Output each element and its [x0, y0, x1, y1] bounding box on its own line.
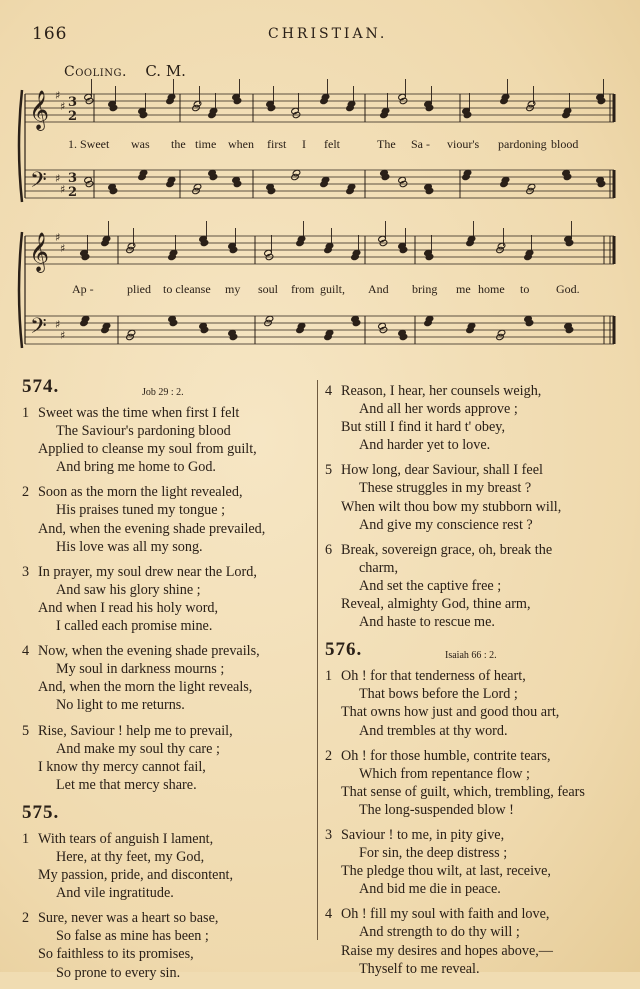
- verse-line: [22, 440, 310, 458]
- hymn-number: 575.: [22, 801, 60, 823]
- stanza-number: 2: [22, 910, 30, 927]
- verse-text: That owns how just and good thou art,: [341, 704, 560, 721]
- note-head: [81, 315, 90, 322]
- lyric-syllable: viour's: [447, 137, 480, 151]
- treble-clef: 𝄞: [29, 90, 50, 130]
- verse-line: [22, 660, 310, 678]
- column-divider: [317, 380, 318, 940]
- tune-name: Cooling.: [64, 64, 127, 80]
- stanza-number: 1: [22, 405, 30, 421]
- verse-line: [325, 783, 620, 801]
- verse-line: [22, 501, 310, 519]
- verse-line: [325, 844, 620, 862]
- verse-text: Saviour ! to me, in pity give,: [341, 826, 505, 843]
- hymn-number: 576.: [325, 639, 363, 661]
- music-score: [0, 0, 640, 370]
- stanza: [325, 667, 620, 739]
- stanza-number: 2: [22, 484, 30, 501]
- verse-text: My passion, pride, and discontent,: [38, 867, 234, 884]
- verse-text: My soul in darkness mourns ;: [56, 661, 225, 678]
- verse-text: Soon as the morn the light revealed,: [38, 484, 243, 501]
- hymn-number: 574.: [22, 376, 60, 397]
- verse-line: [325, 461, 620, 479]
- stanza-number: 1: [325, 668, 333, 685]
- note-head: [497, 242, 506, 249]
- note-head: [497, 329, 506, 336]
- stanza: [325, 747, 620, 819]
- verse-line: [22, 581, 310, 599]
- note-head: [102, 235, 111, 242]
- note-head: [381, 107, 390, 114]
- note-head: [525, 249, 534, 256]
- note-head: [347, 183, 356, 190]
- verse-line: [325, 516, 620, 534]
- lyric-syllable: The: [377, 137, 396, 151]
- verse-line: [325, 685, 620, 703]
- lyric-syllable: I: [302, 137, 306, 151]
- sharp-sign: ♯: [55, 231, 61, 244]
- note-head: [527, 183, 536, 190]
- verse-text: With tears of anguish I lament,: [38, 830, 214, 847]
- time-signature: 2: [68, 109, 78, 124]
- verse-text: Thyself to me reveal.: [359, 960, 480, 977]
- sharp-sign: ♯: [55, 318, 61, 331]
- note-head: [463, 169, 472, 176]
- stanza-number: 1: [22, 830, 30, 847]
- verse-text: Oh ! fill my soul with faith and love,: [341, 906, 550, 923]
- brace: [19, 90, 22, 202]
- verse-text: These struggles in my breast ?: [359, 480, 532, 497]
- verse-text: And vile ingratitude.: [56, 885, 174, 902]
- verse-text: And give my conscience rest ?: [359, 516, 533, 533]
- verse-line: [22, 599, 310, 617]
- lyric-syllable: when: [228, 137, 254, 151]
- sharp-sign: ♯: [60, 329, 66, 342]
- stanza: [22, 642, 310, 714]
- verse-text: When wilt thou bow my stubborn will,: [341, 498, 562, 515]
- verse-line: [325, 960, 620, 978]
- lyric-syllable: first: [267, 137, 287, 151]
- note-head: [291, 107, 300, 114]
- verse-text: Sure, never was a heart so base,: [38, 910, 219, 927]
- note-head: [347, 100, 356, 107]
- lyric-syllable: from: [291, 282, 315, 296]
- verse-line: [325, 498, 620, 516]
- stanza-number: 2: [325, 747, 333, 764]
- note-head: [467, 235, 476, 242]
- verse-text: And set the captive free ;: [359, 577, 502, 594]
- brace: [19, 232, 22, 348]
- verse-line: [325, 577, 620, 595]
- stanza-number: 5: [325, 462, 333, 479]
- verse-text: In prayer, my soul drew near the Lord,: [38, 563, 257, 580]
- lyric-syllable: blood: [551, 137, 579, 151]
- note-head: [325, 329, 334, 336]
- note-head: [425, 315, 434, 322]
- stanza: [325, 382, 620, 454]
- verse-line: [22, 830, 310, 848]
- note-head: [139, 169, 148, 176]
- sharp-sign: ♯: [60, 100, 66, 113]
- hymn-heading: [325, 641, 620, 667]
- stanza: [325, 905, 620, 977]
- verse-text: So false as mine has been ;: [56, 928, 209, 945]
- note-head: [467, 322, 476, 329]
- verse-line: [22, 884, 310, 902]
- hymn-heading: [22, 378, 310, 404]
- lyrics-line-1: [68, 137, 578, 151]
- verse-line: [325, 613, 620, 631]
- time-signature: 3: [68, 95, 78, 110]
- stanza-number: 4: [325, 383, 333, 399]
- verse-line: [325, 923, 620, 941]
- stanza: [22, 483, 310, 555]
- lyric-syllable: Ap -: [72, 282, 94, 296]
- verse-line: [22, 422, 310, 440]
- note-head: [563, 107, 572, 114]
- bass-clef: 𝄢: [30, 168, 47, 198]
- verse-line: [325, 703, 620, 721]
- verse-line: [325, 905, 620, 923]
- verse-text: Let me that mercy share.: [56, 776, 197, 793]
- verse-line: [22, 945, 310, 963]
- verse-line: [22, 642, 310, 660]
- stanza: [22, 563, 310, 635]
- verse-text: And bring me home to God.: [56, 459, 216, 476]
- stanza: [325, 826, 620, 898]
- stanza-number: 4: [325, 906, 333, 923]
- note-head: [193, 183, 202, 190]
- note-head: [167, 176, 176, 183]
- verse-line: [22, 866, 310, 884]
- verse-line: [22, 458, 310, 476]
- verse-line: [325, 826, 620, 844]
- sharp-sign: ♯: [60, 242, 66, 255]
- verse-line: [22, 776, 310, 794]
- verse-line: [22, 538, 310, 556]
- verse-text: No light to me returns.: [56, 697, 185, 714]
- verse-text: And saw his glory shine ;: [56, 581, 201, 598]
- note-head: [209, 107, 218, 114]
- right-column: [325, 382, 620, 985]
- verse-line: [325, 722, 620, 740]
- verse-text: Now, when the evening shade prevails,: [38, 643, 260, 660]
- verse-text: I called each promise mine.: [56, 618, 213, 635]
- verse-text: Which from repentance flow ;: [359, 765, 530, 782]
- lyric-syllable: to cleanse: [163, 282, 211, 296]
- verse-text: charm,: [359, 559, 398, 576]
- lyric-syllable: my: [225, 282, 241, 296]
- note-head: [169, 249, 178, 256]
- lyric-syllable: pardoning: [498, 137, 547, 151]
- lyric-syllable: And: [368, 282, 389, 296]
- scripture-reference: Job 29 : 2.: [142, 387, 184, 398]
- staff-systems: [19, 89, 614, 348]
- lyric-syllable: time: [195, 137, 217, 151]
- stanza: [22, 404, 310, 476]
- verse-line: [325, 418, 620, 436]
- lyric-syllable: 1. Sweet: [68, 137, 110, 151]
- verse-line: [325, 541, 620, 559]
- verse-text: Oh ! for that tenderness of heart,: [341, 668, 526, 685]
- verse-text: And haste to rescue me.: [359, 614, 495, 631]
- verse-text: So prone to every sin.: [56, 964, 181, 981]
- verse-line: [22, 740, 310, 758]
- verse-text: How long, dear Saviour, shall I feel: [341, 462, 543, 479]
- verse-line: [325, 479, 620, 497]
- note-head: [102, 322, 111, 329]
- hymn-heading: [22, 801, 310, 830]
- lyric-syllable: was: [131, 137, 150, 151]
- note-head: [501, 176, 510, 183]
- verse-line: [22, 617, 310, 635]
- note-head: [265, 315, 274, 322]
- verse-text: Here, at thy feet, my God,: [56, 848, 205, 865]
- note-head: [325, 242, 334, 249]
- note-head: [398, 176, 407, 183]
- verse-line: [22, 909, 310, 927]
- verse-line: [325, 595, 620, 613]
- stanza-number: 3: [325, 826, 333, 843]
- stanza: [325, 461, 620, 533]
- verse-line: [325, 400, 620, 418]
- stanza: [22, 830, 310, 902]
- lyric-syllable: plied: [127, 282, 151, 296]
- verse-line: [325, 765, 620, 783]
- verse-line: [22, 483, 310, 501]
- verse-text: And, when the morn the light reveals,: [38, 679, 253, 696]
- note-head: [297, 322, 306, 329]
- verse-line: [22, 520, 310, 538]
- verse-line: [22, 848, 310, 866]
- verse-line: [325, 880, 620, 898]
- verse-line: [325, 667, 620, 685]
- lyric-syllable: felt: [324, 137, 340, 151]
- verse-line: [22, 927, 310, 945]
- verse-text: And make my soul thy care ;: [56, 740, 220, 757]
- lyric-syllable: home: [478, 282, 505, 296]
- lyric-syllable: guilt,: [320, 282, 346, 296]
- verse-line: [325, 862, 620, 880]
- note-head: [264, 249, 273, 256]
- scripture-reference: Isaiah 66 : 2.: [445, 650, 497, 662]
- note-head: [193, 100, 202, 107]
- verse-text: Reveal, almighty God, thine arm,: [341, 596, 531, 613]
- sharp-sign: ♯: [55, 89, 61, 102]
- verse-text: That sense of guilt, which, trembling, fears: [341, 783, 585, 800]
- verse-line: [325, 382, 620, 400]
- verse-text: Applied to cleanse my soul from guilt,: [38, 441, 257, 458]
- verse-text: And trembles at thy word.: [359, 722, 508, 739]
- note-head: [398, 93, 407, 100]
- stanza-number: 6: [325, 541, 333, 558]
- stanza-number: 4: [22, 643, 30, 660]
- note-head: [127, 329, 136, 336]
- tune-meter: C. M.: [145, 62, 186, 80]
- lyric-syllable: God.: [556, 282, 580, 296]
- verse-line: [22, 758, 310, 776]
- verse-text: The long-suspended blow !: [359, 801, 514, 818]
- verse-text: And strength to do thy will ;: [359, 924, 520, 941]
- verse-text: But still I find it hard t' obey,: [341, 419, 505, 436]
- treble-clef: 𝄞: [29, 232, 50, 272]
- page-number: 166: [32, 24, 68, 44]
- verse-text: And when I read his holy word,: [38, 599, 219, 616]
- verse-text: The pledge thou wilt, at last, receive,: [341, 863, 551, 880]
- verse-text: And all her words approve ;: [359, 401, 518, 418]
- stanza: [325, 541, 620, 631]
- verse-line: [325, 559, 620, 577]
- verse-text: Rise, Saviour ! help me to prevail,: [38, 722, 233, 739]
- verse-text: The Saviour's pardoning blood: [56, 423, 231, 440]
- verse-text: Sweet was the time when first I felt: [38, 405, 240, 421]
- verse-line: [22, 563, 310, 581]
- verse-text: His praises tuned my tongue ;: [56, 502, 226, 519]
- sharp-sign: ♯: [60, 183, 66, 196]
- stanza: [22, 909, 310, 981]
- lyrics-line-2: [72, 282, 580, 296]
- note-head: [84, 176, 93, 183]
- note-head: [167, 93, 176, 100]
- verse-text: And harder yet to love.: [359, 437, 491, 454]
- verse-text: And bid me die in peace.: [359, 881, 501, 898]
- verse-line: [325, 801, 620, 819]
- note-head: [297, 235, 306, 242]
- verse-text: I know thy mercy cannot fail,: [38, 758, 206, 775]
- verse-text: That bows before the Lord ;: [359, 686, 518, 703]
- note-head: [378, 322, 387, 329]
- lyric-syllable: soul: [258, 282, 279, 296]
- verse-text: And, when the evening shade prevailed,: [38, 520, 266, 537]
- verse-text: His love was all my song.: [56, 538, 203, 555]
- sharp-sign: ♯: [55, 172, 61, 185]
- note-head: [501, 93, 510, 100]
- running-title: CHRISTIAN.: [268, 26, 388, 42]
- verse-line: [22, 678, 310, 696]
- note-head: [321, 176, 330, 183]
- lyric-syllable: to: [520, 282, 530, 296]
- lyric-syllable: bring: [412, 282, 438, 296]
- note-head: [292, 169, 301, 176]
- stanza-number: 5: [22, 722, 30, 739]
- verse-line: [22, 722, 310, 740]
- time-signature: 2: [68, 185, 78, 200]
- note-head: [378, 235, 387, 242]
- stanza-number: 3: [22, 563, 30, 580]
- verse-text: For sin, the deep distress ;: [359, 845, 508, 862]
- lyric-syllable: the: [171, 137, 186, 151]
- note-head: [84, 93, 93, 100]
- verse-line: [325, 747, 620, 765]
- notes: [80, 79, 606, 341]
- time-signature: 3: [68, 171, 78, 186]
- verse-line: [22, 696, 310, 714]
- note-head: [527, 100, 536, 107]
- verse-line: [22, 404, 310, 422]
- note-head: [127, 242, 136, 249]
- verse-line: [325, 436, 620, 454]
- verse-text: Break, sovereign grace, oh, break the: [341, 541, 553, 558]
- lyric-syllable: me: [456, 282, 471, 296]
- verse-line: [22, 964, 310, 982]
- stanza: [22, 722, 310, 794]
- verse-line: [325, 942, 620, 960]
- left-column: [22, 378, 310, 989]
- lyric-syllable: Sa -: [411, 137, 430, 151]
- verse-text: Oh ! for those humble, contrite tears,: [341, 747, 551, 764]
- verse-text: Raise my desires and hopes above,—: [341, 942, 553, 959]
- verse-text: Reason, I hear, her counsels weigh,: [341, 383, 542, 399]
- note-head: [321, 93, 330, 100]
- note-head: [352, 249, 361, 256]
- bass-clef: 𝄢: [30, 314, 47, 344]
- verse-text: So faithless to its promises,: [38, 946, 194, 963]
